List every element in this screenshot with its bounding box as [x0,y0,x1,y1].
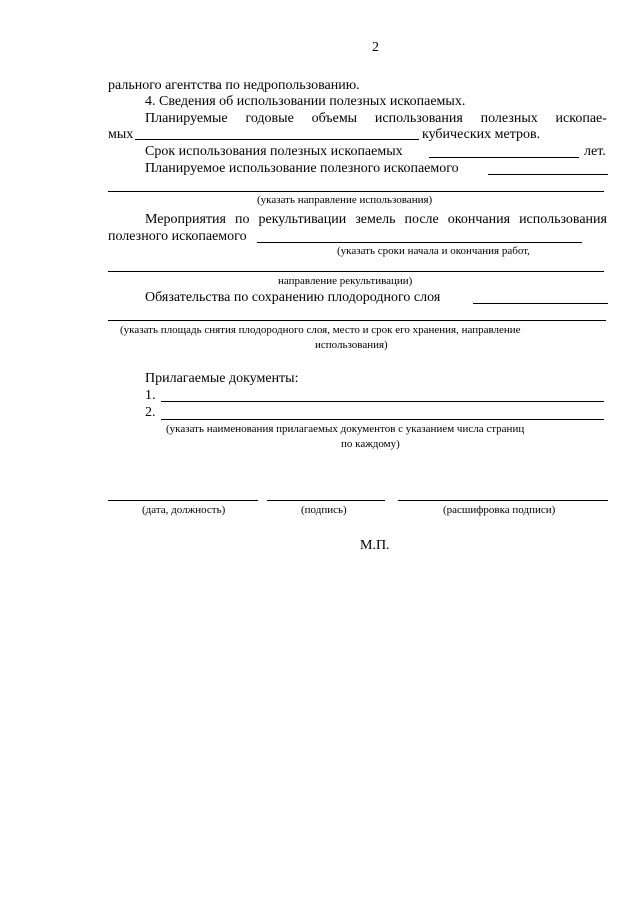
reclamation-field-2[interactable] [108,271,604,272]
date-position-label: (дата, должность) [142,504,226,516]
signature-field[interactable] [267,500,385,501]
attachment-item-1-field[interactable] [161,401,604,402]
attachment-item-2-number: 2. [145,405,156,420]
signature-decoding-field[interactable] [398,500,608,501]
planned-usage-field-2[interactable] [108,191,604,192]
reclamation-direction-hint: направление рекультивации) [278,275,413,287]
planned-volume-word: Планируемые [145,111,228,126]
planned-volume-word: полезных [480,111,538,126]
planned-volume-line [145,111,607,127]
reclamation-word: земель [355,212,396,227]
attachments-hint-line1: (указать наименования прилагаемых документов с указанием числа страниц [166,423,525,435]
reclamation-word: окончания [447,212,511,227]
usage-term-suffix: лет. [584,144,606,159]
planned-volume-word: годовые [245,111,294,126]
planned-volume-word: ископае- [555,111,607,126]
usage-term-label: Срок использования полезных ископаемых [145,144,403,159]
reclamation-terms-hint: (указать сроки начала и окончания работ, [337,245,530,257]
soil-hint-line1: (указать площадь снятия плодородного слоя, место и срок его хранения, направление [120,324,521,336]
stamp-place-label: М.П. [360,538,390,553]
reclamation-word: Мероприятия [145,212,226,227]
page-number: 2 [372,40,379,55]
attachment-item-1-number: 1. [145,388,156,403]
soil-obligations-field-2[interactable] [108,320,606,321]
reclamation-line [145,212,607,228]
agency-paragraph-end: рального агентства по недропользованию. [108,78,360,93]
section-4-heading: 4. Сведения об использовании полезных ископаемых. [145,94,466,109]
reclamation-field[interactable] [257,242,582,243]
planned-usage-label: Планируемое использование полезного ископаемого [145,161,459,176]
signature-decoding-label: (расшифровка подписи) [443,504,556,516]
planned-volume-prefix: мых [108,127,134,142]
attachment-item-2-field[interactable] [161,419,604,420]
reclamation-word: после [404,212,439,227]
reclamation-word: рекультивации [258,212,347,227]
reclamation-line2-prefix: полезного ископаемого [108,229,247,244]
soil-obligations-label: Обязательства по сохранению плодородного слоя [145,290,441,305]
planned-volume-suffix: кубических метров. [422,127,541,142]
planned-volume-word: объемы [311,111,358,126]
planned-volume-field[interactable] [135,139,419,140]
usage-term-field[interactable] [429,157,579,158]
planned-volume-word: использования [374,111,463,126]
planned-usage-field[interactable] [488,174,608,175]
attachments-hint-line2: по каждому) [341,438,400,450]
date-position-field[interactable] [108,500,258,501]
reclamation-word: по [234,212,250,227]
reclamation-word: использования [519,212,607,227]
attachments-title: Прилагаемые документы: [145,371,299,386]
signature-label: (подпись) [301,504,347,516]
soil-hint-line2: использования) [315,339,388,351]
usage-direction-hint: (указать направление использования) [257,194,433,206]
soil-obligations-field[interactable] [473,303,608,304]
